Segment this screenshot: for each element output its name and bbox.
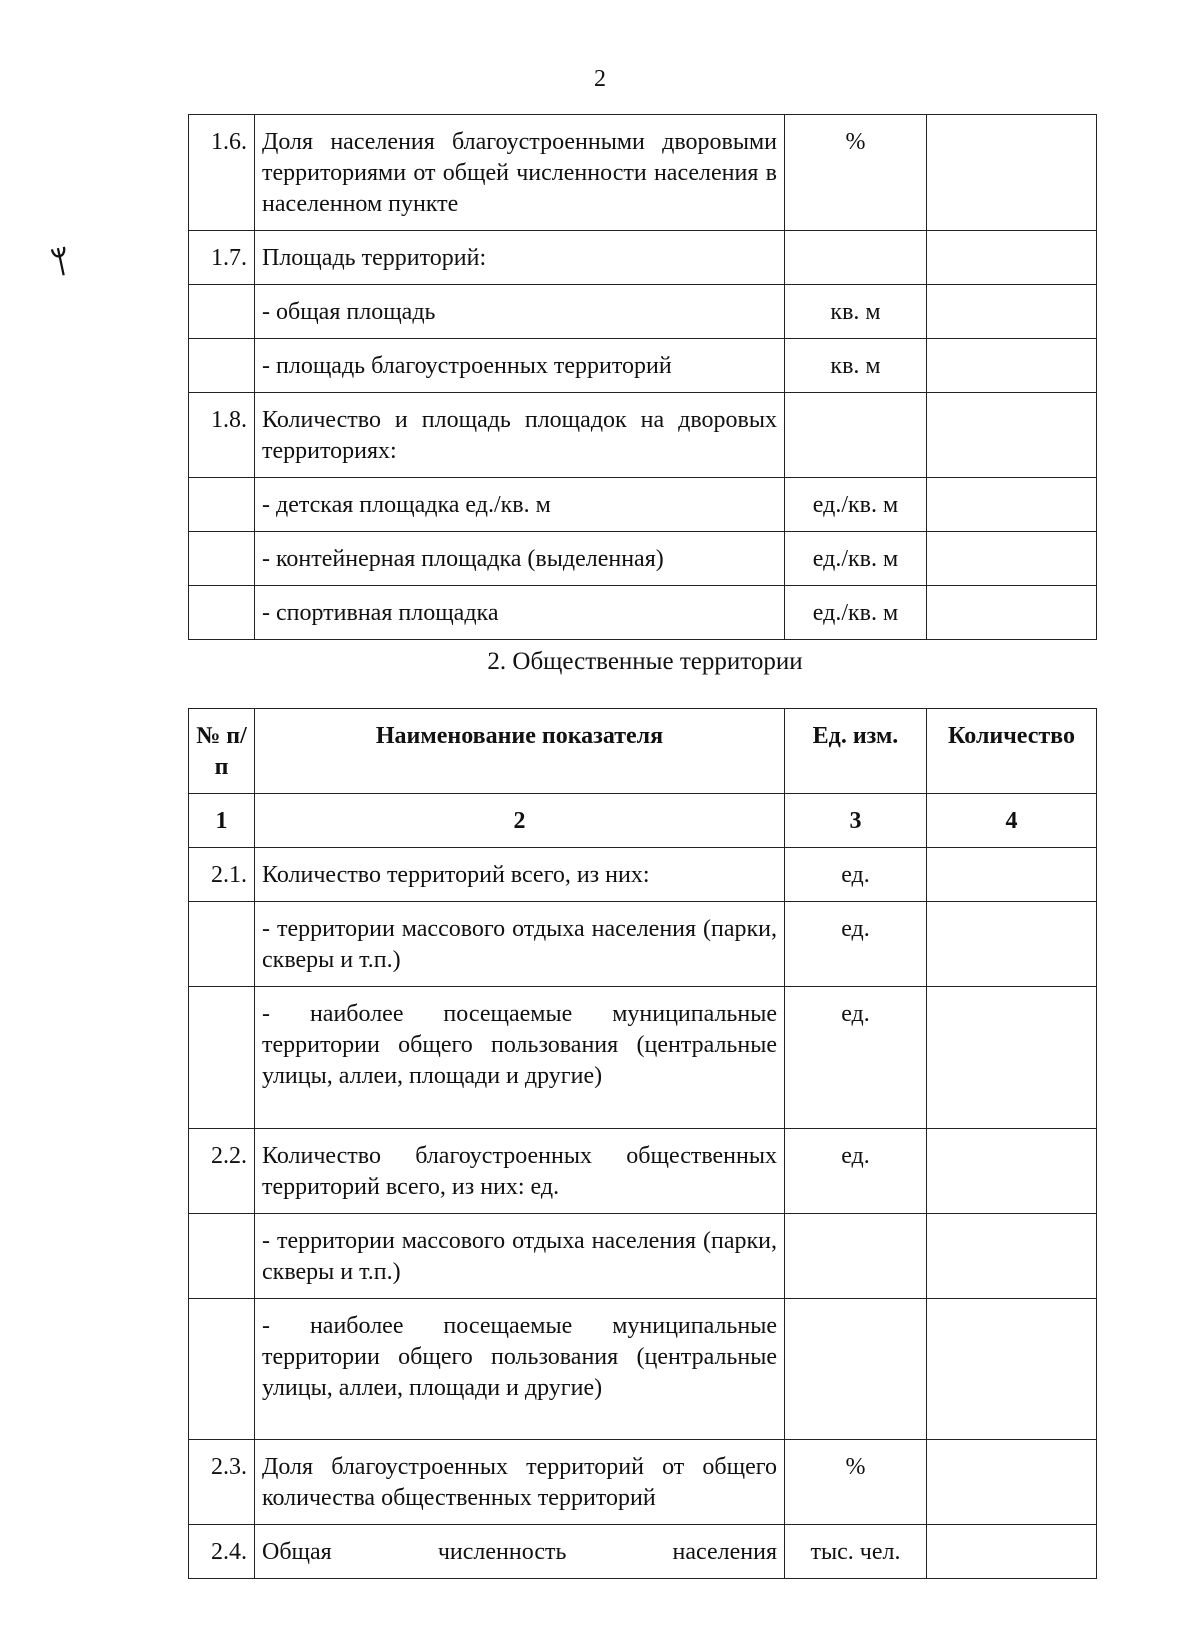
row-number [189, 339, 255, 393]
index-row [189, 794, 1097, 848]
row-qty [927, 848, 1097, 902]
table-row [189, 532, 1097, 586]
row-number [189, 902, 255, 987]
row-number [189, 1299, 255, 1440]
table-row [189, 1525, 1097, 1579]
table-row [189, 231, 1097, 285]
row-name: - территории массового отдыха населения (парки, скверы и т.п.) [255, 1214, 785, 1299]
row-name: Доля населения благоустроенными дворовыми территориями от общей численности населения в населенном пункте [255, 115, 785, 231]
table-row [189, 1299, 1097, 1440]
row-name: - спортивная площадка [255, 586, 785, 640]
row-qty [927, 586, 1097, 640]
table-row [189, 393, 1097, 478]
table-row [189, 1214, 1097, 1299]
row-qty [927, 478, 1097, 532]
header-row [189, 709, 1097, 794]
row-name: - наиболее посещаемые муниципальные территории общего пользования (центральные улицы, аллеи, площади и другие) [255, 987, 785, 1129]
row-number: 1.8. [189, 393, 255, 478]
row-number [189, 586, 255, 640]
table-row [189, 339, 1097, 393]
row-unit: кв. м [785, 285, 927, 339]
row-number [189, 532, 255, 586]
row-qty [927, 1440, 1097, 1525]
row-unit [785, 393, 927, 478]
row-qty [927, 1299, 1097, 1440]
row-name: - общая площадь [255, 285, 785, 339]
row-unit [785, 1299, 927, 1440]
page-number: 2 [594, 66, 606, 92]
table-row [189, 478, 1097, 532]
table-row [189, 586, 1097, 640]
row-qty [927, 1214, 1097, 1299]
row-qty [927, 285, 1097, 339]
row-number: 2.1. [189, 848, 255, 902]
row-name: - контейнерная площадка (выделенная) [255, 532, 785, 586]
table-row [189, 987, 1097, 1129]
row-unit: % [785, 115, 927, 231]
row-qty [927, 1129, 1097, 1214]
row-unit: ед. [785, 987, 927, 1129]
table-obshchestvennye [188, 708, 1097, 1579]
row-name: Площадь территорий: [255, 231, 785, 285]
row-unit: ед./кв. м [785, 532, 927, 586]
row-number: 1.6. [189, 115, 255, 231]
row-qty [927, 231, 1097, 285]
row-name: - детская площадка ед./кв. м [255, 478, 785, 532]
row-unit: ед. [785, 902, 927, 987]
row-qty [927, 987, 1097, 1129]
row-name: Количество и площадь площадок на дворовых территориях: [255, 393, 785, 478]
index-cell: 1 [189, 794, 255, 848]
row-unit [785, 1214, 927, 1299]
row-name: - территории массового отдыха населения (парки, скверы и т.п.) [255, 902, 785, 987]
stray-mark: ᛘ [48, 244, 74, 281]
row-number [189, 987, 255, 1129]
index-cell: 3 [785, 794, 927, 848]
table-row [189, 902, 1097, 987]
section-title: 2. Общественные территории [487, 648, 803, 675]
row-number: 2.4. [189, 1525, 255, 1579]
row-unit: ед./кв. м [785, 586, 927, 640]
table-dvorovye [188, 114, 1097, 640]
row-unit [785, 231, 927, 285]
row-unit: ед. [785, 1129, 927, 1214]
row-qty [927, 1525, 1097, 1579]
row-name: - наиболее посещаемые муниципальные территории общего пользования (центральные улицы, аллеи, площади и другие) [255, 1299, 785, 1440]
table-row [189, 115, 1097, 231]
row-name: Общая численность населения [255, 1525, 785, 1579]
row-name: Количество благоустроенных общественных территорий всего, из них: ед. [255, 1129, 785, 1214]
row-qty [927, 902, 1097, 987]
row-name: Доля благоустроенных территорий от общего количества общественных территорий [255, 1440, 785, 1525]
row-unit: кв. м [785, 339, 927, 393]
row-name: Количество территорий всего, из них: [255, 848, 785, 902]
row-unit: тыс. чел. [785, 1525, 927, 1579]
table-row [189, 1129, 1097, 1214]
header-num: № п/п [189, 709, 255, 794]
row-number: 2.3. [189, 1440, 255, 1525]
header-name: Наименование показателя [255, 709, 785, 794]
index-cell: 4 [927, 794, 1097, 848]
row-number: 1.7. [189, 231, 255, 285]
header-qty: Количество [927, 709, 1097, 794]
table-row [189, 848, 1097, 902]
row-unit: ед./кв. м [785, 478, 927, 532]
index-cell: 2 [255, 794, 785, 848]
row-number: 2.2. [189, 1129, 255, 1214]
row-number [189, 1214, 255, 1299]
row-unit: ед. [785, 848, 927, 902]
row-qty [927, 115, 1097, 231]
row-qty [927, 339, 1097, 393]
row-qty [927, 393, 1097, 478]
row-qty [927, 532, 1097, 586]
row-name: - площадь благоустроенных территорий [255, 339, 785, 393]
row-unit: % [785, 1440, 927, 1525]
row-number [189, 478, 255, 532]
row-number [189, 285, 255, 339]
table-row [189, 1440, 1097, 1525]
header-unit: Ед. изм. [785, 709, 927, 794]
table-row [189, 285, 1097, 339]
